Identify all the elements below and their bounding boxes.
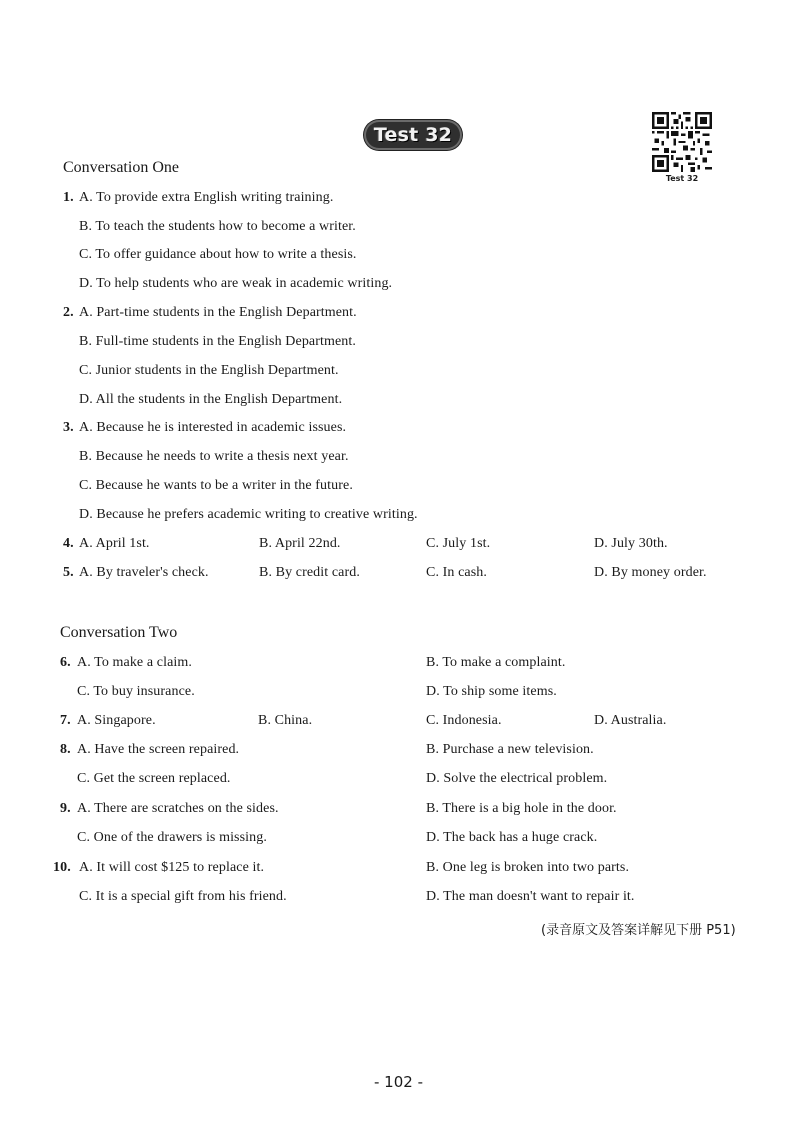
option-b: B. To teach the students how to become a writer. (79, 219, 356, 234)
option-a: A. There are scratches on the sides. (77, 801, 279, 816)
option-c: C. Junior students in the English Department. (79, 363, 339, 378)
option-a: A. To provide extra English writing training. (79, 190, 334, 205)
option-b: B. Purchase a new television. (426, 742, 594, 757)
option-d: D. Australia. (594, 713, 667, 728)
question-number: 10. (53, 860, 71, 875)
option-c: C. It is a special gift from his friend. (79, 889, 287, 904)
question-number: 3. (63, 420, 74, 435)
option-d: D. July 30th. (594, 536, 668, 551)
question-number: 7. (60, 713, 71, 728)
question-number: 5. (63, 565, 74, 580)
question-number: 2. (63, 305, 74, 320)
option-d: D. To help students who are weak in academic writing. (79, 276, 393, 291)
section-title-conversation-one: Conversation One (63, 159, 179, 176)
option-a: A. Because he is interested in academic issues. (79, 420, 347, 435)
qr-code-label: Test 32 (665, 174, 699, 183)
option-a: A. Have the screen repaired. (77, 742, 240, 757)
question-number: 4. (63, 536, 74, 551)
question-number: 6. (60, 655, 71, 670)
option-c: C. Because he wants to be a writer in the future. (79, 478, 353, 493)
option-b: B. By credit card. (259, 565, 360, 580)
section-title-conversation-two: Conversation Two (60, 624, 178, 641)
option-b: B. There is a big hole in the door. (426, 801, 617, 816)
option-a: A. April 1st. (79, 536, 150, 551)
option-c: C. July 1st. (426, 536, 491, 551)
option-a: A. To make a claim. (77, 655, 192, 670)
qr-code-icon (652, 112, 712, 172)
option-b: B. Because he needs to write a thesis next year. (79, 449, 349, 464)
question-number: 1. (63, 190, 74, 205)
option-d: D. Solve the electrical problem. (426, 771, 608, 786)
option-d: D. The man doesn't want to repair it. (426, 889, 635, 904)
test-title: Test 32 (373, 124, 453, 146)
option-c: C. One of the drawers is missing. (77, 830, 267, 845)
question-number: 9. (60, 801, 71, 816)
option-d: D. The back has a huge crack. (426, 830, 598, 845)
option-c: C. In cash. (426, 565, 487, 580)
option-b: B. China. (258, 713, 313, 728)
option-b: B. Full-time students in the English Department. (79, 334, 356, 349)
option-a: A. Singapore. (77, 713, 156, 728)
option-d: D. To ship some items. (426, 684, 557, 699)
answer-reference-note: (录音原文及答案详解见下册 P51) (541, 923, 736, 938)
option-c: C. Get the screen replaced. (77, 771, 231, 786)
option-d: D. By money order. (594, 565, 707, 580)
option-a: A. Part-time students in the English Department. (79, 305, 357, 320)
option-c: C. Indonesia. (426, 713, 502, 728)
option-b: B. To make a complaint. (426, 655, 566, 670)
option-b: B. April 22nd. (259, 536, 341, 551)
option-c: C. To offer guidance about how to write a thesis. (79, 247, 357, 262)
option-a: A. It will cost $125 to replace it. (79, 860, 265, 875)
option-d: D. All the students in the English Department. (79, 392, 343, 407)
option-b: B. One leg is broken into two parts. (426, 860, 630, 875)
test-title-badge (364, 120, 462, 150)
option-a: A. By traveler's check. (79, 565, 209, 580)
page-number: - 102 - (374, 1073, 423, 1091)
option-c: C. To buy insurance. (77, 684, 195, 699)
option-d: D. Because he prefers academic writing to creative writing. (79, 507, 418, 522)
question-number: 8. (60, 742, 71, 757)
